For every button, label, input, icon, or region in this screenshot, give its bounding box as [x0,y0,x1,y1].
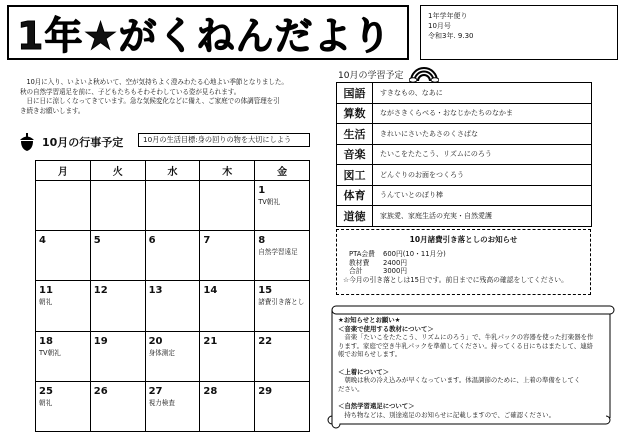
learning-row [337,124,592,145]
notice-section-heading: ＜上着について＞ [338,367,389,376]
calendar-day: 7 [200,231,255,281]
calendar-day: 28 [200,381,255,431]
subject-cell: 図工 [337,165,373,186]
notice-section-text: 朝晩は秋の冷え込みが早くなっています。体温調節のために、上着の準備をしてく ださい。 [338,376,581,393]
learning-title: 10月の学習予定 [338,70,404,81]
calendar-day: 12 [90,281,145,331]
weekday-thu: 木 [200,161,255,181]
calendar-day: 22 [255,331,310,381]
calendar-day [90,181,145,231]
newsletter-title: 1年★がくねんだより [17,14,392,58]
event-calendar [35,160,310,432]
issue-info-box [420,5,618,60]
intro-text: 10月に入り、いよいよ秋めいて、空が気持ちよく澄みわたる心地よい季節となりました。 秋の自然学習遠足を前に、子どもたちもそわそわしている姿が見られます。 日に日に涼しくなってきています。急な気候変化などに備え、ご家庭での体調管理を引 き続きお願いします。 [20,78,288,115]
learning-row [337,144,592,165]
fee-row: 教材費 2400円 [349,258,408,267]
notice-scroll [326,300,616,432]
learning-table [336,82,592,227]
fee-row: 合計 3000円 [349,267,408,276]
learning-row [337,206,592,227]
subject-cell: 音楽 [337,144,373,165]
learning-header [338,66,439,82]
calendar-week [36,281,310,331]
content-cell: たいこをたたこう、リズムにのろう [373,144,592,165]
calendar-day: 13 [145,281,200,331]
calendar-day: 21 [200,331,255,381]
subject-cell: 国語 [337,83,373,104]
weekday-wed: 水 [145,161,200,181]
issue-number: 10月号 [428,22,451,30]
calendar-day: 27 視力検査 [145,381,200,431]
fee-note: ☆今月の引き落としは15日です。前日までに残高の確認をしてください。 [343,275,568,284]
calendar-day: 15 諸費引き落とし [255,281,310,331]
learning-row [337,165,592,186]
learning-row [337,103,592,124]
content-cell: すきなもの、なあに [373,83,592,104]
acorn-icon [18,132,36,152]
notice-section-heading: ＜自然学習遠足について＞ [338,401,415,410]
monthly-goal: 10月の生活目標:身の回りの物を大切にしよう [138,133,310,147]
calendar-day: 25 朝礼 [36,381,91,431]
weekday-row [36,161,310,181]
rainbow-icon [409,66,439,82]
calendar-day: 4 [36,231,91,281]
subject-cell: 算数 [337,103,373,124]
content-cell: きれいにさいたあさのくさばな [373,124,592,145]
issue-name: 1年学年便り [428,12,468,20]
weekday-fri: 金 [255,161,310,181]
calendar-week [36,331,310,381]
content-cell: 家族愛、家庭生活の充実・自然愛護 [373,206,592,227]
calendar-week [36,231,310,281]
title-box [7,5,409,60]
content-cell: どんぐりのお面をつくろう [373,165,592,186]
notice-content [338,316,610,419]
calendar-day: 26 [90,381,145,431]
issue-date: 令和3年. 9.30 [428,32,474,40]
notice-section-heading: ＜音楽で使用する教材について＞ [338,324,434,333]
calendar-day: 6 [145,231,200,281]
fee-title: 10月諸費引き落としのお知らせ [409,235,518,244]
calendar-day [200,181,255,231]
calendar-day: 29 [255,381,310,431]
calendar-day: 5 [90,231,145,281]
calendar-day: 19 [90,331,145,381]
subject-cell: 体育 [337,185,373,206]
calendar-day: 18 TV朝礼 [36,331,91,381]
notice-section-text: 音楽「たいこをたたこう、リズムにのろう」で、牛乳パックの容器を使った打楽器を作 ります。家庭で空き牛乳パックを準備してください。持ってくる日にちはまたして、連絡 帳でお知らせします。 [338,333,594,359]
fee-notice-box [336,229,591,295]
subject-cell: 道徳 [337,206,373,227]
learning-row [337,185,592,206]
calendar-week [36,181,310,231]
fee-row: PTA会費 600円(10・11月分) [349,250,446,258]
calendar-day: 11 朝礼 [36,281,91,331]
calendar-day: 14 [200,281,255,331]
calendar-day: 20 身体測定 [145,331,200,381]
notice-section-text: 持ち物などは、別途遠足のお知らせに記載しますので、ご確認ください。 [338,410,555,419]
weekday-tue: 火 [90,161,145,181]
content-cell: ながさきくらべる・おなじかたちのなかま [373,103,592,124]
subject-cell: 生活 [337,124,373,145]
learning-row [337,83,592,104]
calendar-header [18,132,123,152]
notice-heading: ★お知らせとお願い★ [338,316,401,324]
calendar-week [36,381,310,431]
weekday-mon: 月 [36,161,91,181]
content-cell: うんていとのぼり棒 [373,185,592,206]
calendar-day: 1 TV朝礼 [255,181,310,231]
calendar-day: 8 自然学習遠足 [255,231,310,281]
calendar-day [36,181,91,231]
calendar-day [145,181,200,231]
calendar-title: 10月の行事予定 [42,136,124,149]
